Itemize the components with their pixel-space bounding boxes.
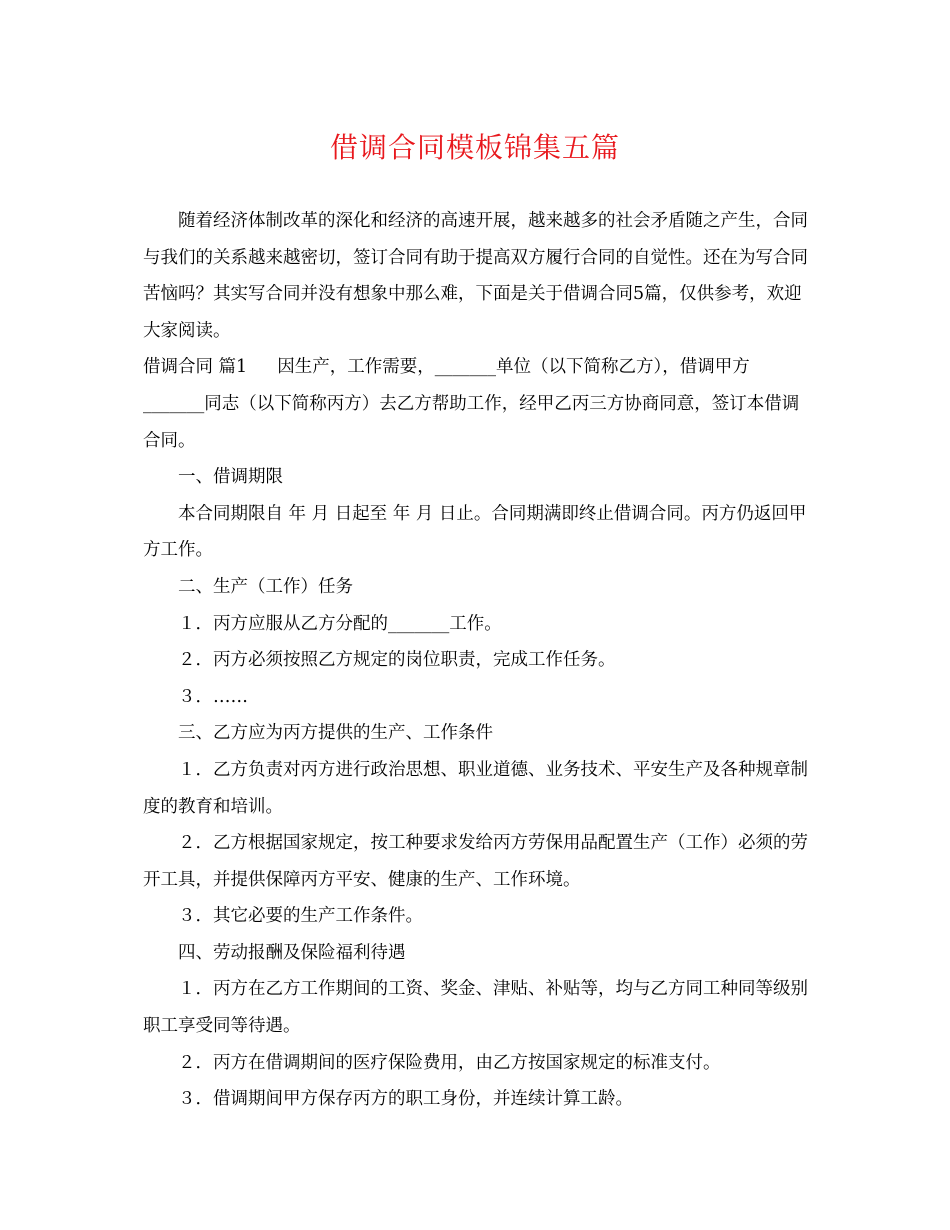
list-item: ３．借调期间甲方保存丙方的职工身份，并连续计算工龄。 (178, 1089, 633, 1110)
intro-paragraph: 随着经济体制改革的深化和经济的高速开展，越来越多的社会矛盾随之产生，合同与我们的关系越来越密切，签订合同有助于提高双方履行合同的自觉性。还在为写合同苦恼吗？其实写合同并没有想象中那么难，下面是关于借调合同5篇，仅供参考，欢迎大家阅读。 (143, 211, 808, 341)
section-heading: 二、生产（工作）任务 (178, 576, 353, 597)
list-item: １．丙方在乙方工作期间的工资、奖金、津贴、补贴等，均与乙方同工种同等级别职工享受同等待遇。 (143, 979, 808, 1037)
list-item: ３．…… (178, 686, 248, 707)
contract1-opening-paragraph (143, 349, 808, 459)
document-body (143, 203, 808, 1118)
list-item: ２．乙方根据国家规定，按工种要求发给丙方劳保用品配置生产（工作）必须的劳开工具，并提供保障丙方平安、健康的生产、工作环境。 (143, 833, 808, 890)
contract1-label: 借调合同 篇1 (143, 357, 248, 378)
list-item: ３．其它必要的生产工作条件。 (178, 906, 423, 927)
section-heading: 一、借调期限 (178, 467, 283, 488)
document-title: 借调合同模板锦集五篇 (329, 131, 620, 164)
list-item: １．乙方负责对丙方进行政治思想、职业道德、业务技术、平安生产及各种规章制度的教育和培训。 (143, 759, 808, 817)
section-heading: 三、乙方应为丙方提供的生产、工作条件 (178, 723, 493, 744)
contract1-opening-text: 因生产，工作需要，_______单位（以下简称乙方），借调甲方_______同志（以下简称丙方）去乙方帮助工作，经甲乙丙三方协商同意，签订本借调合同。 (143, 357, 800, 451)
list-item: ２．丙方在借调期间的医疗保险费用，由乙方按国家规定的标准支付。 (178, 1052, 721, 1073)
list-item: ２．丙方必须按照乙方规定的岗位职责，完成工作任务。 (178, 650, 616, 671)
list-item: １．丙方应服从乙方分配的_______工作。 (178, 613, 502, 634)
section-heading: 四、劳动报酬及保险福利待遇 (178, 942, 406, 963)
section1-paragraph: 本合同期限自 年 月 日起至 年 月 日止。合同期满即终止借调合同。丙方仍返回甲方工作。 (143, 503, 807, 561)
